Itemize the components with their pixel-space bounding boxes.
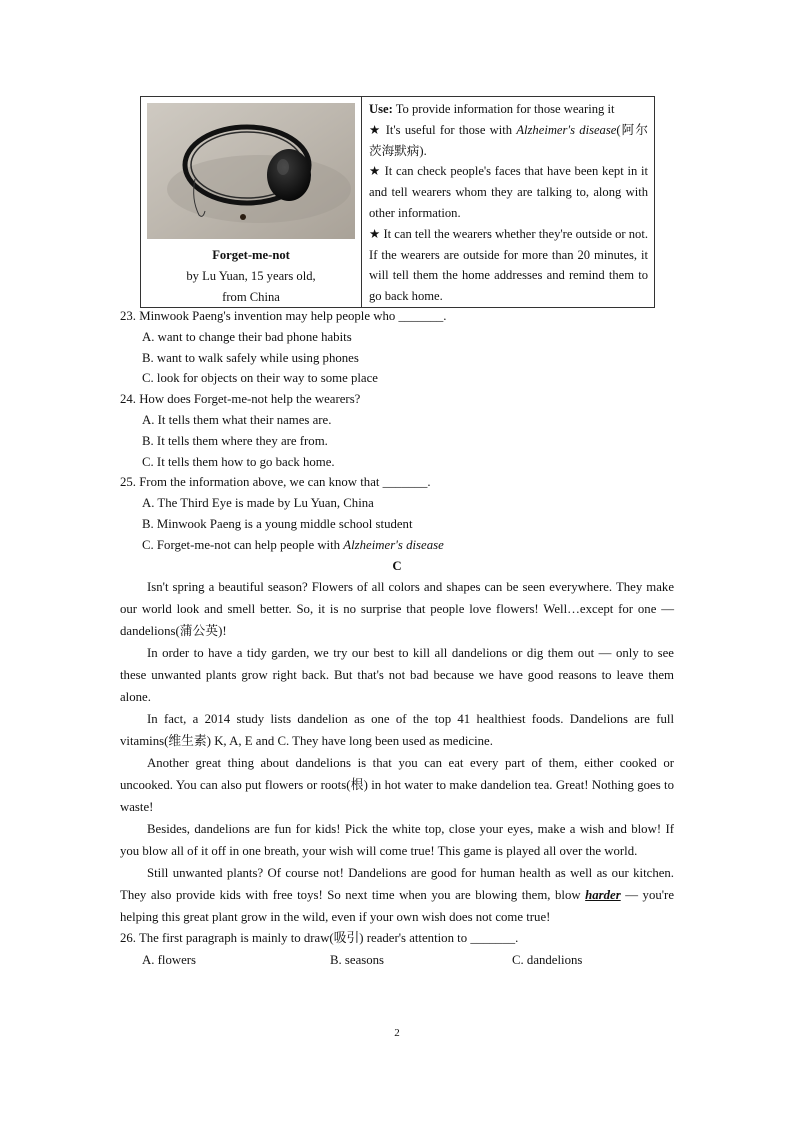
bullet-3 xyxy=(369,224,648,307)
q26-option-a: A. flowers xyxy=(142,953,197,968)
q25-option-c xyxy=(142,535,674,556)
passage-paragraph-6 xyxy=(120,862,674,928)
paragraph-6-start: Still unwanted plants? Of course not! Dandelions are good for human health as well as our kitchen. They also provide kids with free toys! So next time when you are blowing them, blow xyxy=(120,866,674,903)
q25-option-a: A. The Third Eye is made by Lu Yuan, China xyxy=(142,496,374,511)
star-icon: ★ xyxy=(369,164,381,179)
page-number: 2 xyxy=(394,1027,400,1039)
bullet-1-chinese: (阿尔茨海默病). xyxy=(369,122,648,158)
bullet-2 xyxy=(369,161,648,223)
q26-options xyxy=(142,949,674,971)
invention-description-cell xyxy=(362,97,655,308)
q25-option-c-term: Alzheimer's disease xyxy=(343,537,444,552)
passage-paragraph-1: Isn't spring a beautiful season? Flowers of all colors and shapes can be seen everywhere. They make our world look and smell better. So, it is no surprise that people love flowers! Well…except for one — dandelions(蒲公英)! xyxy=(120,580,674,639)
invention-photo-cell xyxy=(141,97,362,308)
bullet-1-text: It's useful for those with xyxy=(381,122,517,137)
q24-option-b: B. It tells them where they are from. xyxy=(142,433,328,448)
q24-option-a: A. It tells them what their names are. xyxy=(142,412,332,427)
star-icon: ★ xyxy=(369,226,381,241)
passage-paragraph-2: In order to have a tidy garden, we try our best to kill all dandelions or dig them out — only to see these unwanted plants grow right back. But that's not bad because we have good reasons to leave them alone. xyxy=(120,646,674,705)
harder-word: harder xyxy=(585,888,621,903)
use-text: To provide information for those wearing it xyxy=(392,102,615,116)
bullet-1 xyxy=(369,120,648,162)
use-line xyxy=(369,99,648,120)
caption-author: by Lu Yuan, 15 years old, xyxy=(186,268,316,283)
question-24: 24. How does Forget-me-not help the wearers? xyxy=(120,392,361,407)
section-heading-c: C xyxy=(392,558,402,573)
question-26: 26. The first paragraph is mainly to draw(吸引) reader's attention to _______. xyxy=(120,931,519,946)
q24-option-c: C. It tells them how to go back home. xyxy=(142,454,335,469)
forget-me-not-device-photo xyxy=(147,103,355,239)
questions-and-passage xyxy=(120,306,674,971)
q23-option-c: C. look for objects on their way to some place xyxy=(142,371,378,386)
bullet-3-text: It can tell the wearers whether they're outside or not. If the wearers are outside for more than 20 minutes, it will tell them the home addresses and remind them to go back home. xyxy=(369,226,648,304)
caption-title: Forget-me-not xyxy=(212,248,290,262)
star-icon: ★ xyxy=(369,122,382,137)
passage-paragraph-4: Another great thing about dandelions is that you can eat every part of them, either cooked or uncooked. You can also put flowers or roots(根) in hot water to make dandelion tea. Great! Nothing goes to waste! xyxy=(120,756,674,815)
q23-option-b: B. want to walk safely while using phones xyxy=(142,350,359,365)
alzheimers-term: Alzheimer's disease xyxy=(516,122,617,137)
passage-paragraph-5: Besides, dandelions are fun for kids! Pick the white top, close your eyes, make a wish and blow! If you blow all of it off in one breath, your wish will come true! This game is played all over the world. xyxy=(120,822,674,859)
q26-option-c: C. dandelions xyxy=(512,953,583,968)
paragraph-6-end: — you're helping this great plant grow in the wild, even if your own wish does not come true! xyxy=(120,888,674,925)
question-25: 25. From the information above, we can know that _______. xyxy=(120,475,431,490)
use-label: Use: xyxy=(369,102,393,116)
q25-option-b: B. Minwook Paeng is a young middle school student xyxy=(142,516,413,531)
q25-option-c-text: C. Forget-me-not can help people with xyxy=(142,537,344,552)
invention-info-table xyxy=(140,96,655,308)
bullet-2-text: It can check people's faces that have been kept in it and tell wearers whom they are talking to, along with other information. xyxy=(369,164,648,220)
passage-paragraph-3: In fact, a 2014 study lists dandelion as one of the top 41 healthiest foods. Dandelions are full vitamins(维生素) K, A, E and C. They have long been used as medicine. xyxy=(120,712,674,749)
q26-option-b: B. seasons xyxy=(330,953,385,968)
q23-option-a: A. want to change their bad phone habits xyxy=(142,329,352,344)
question-23: 23. Minwook Paeng's invention may help people who _______. xyxy=(120,309,447,323)
caption-country: from China xyxy=(222,289,280,304)
